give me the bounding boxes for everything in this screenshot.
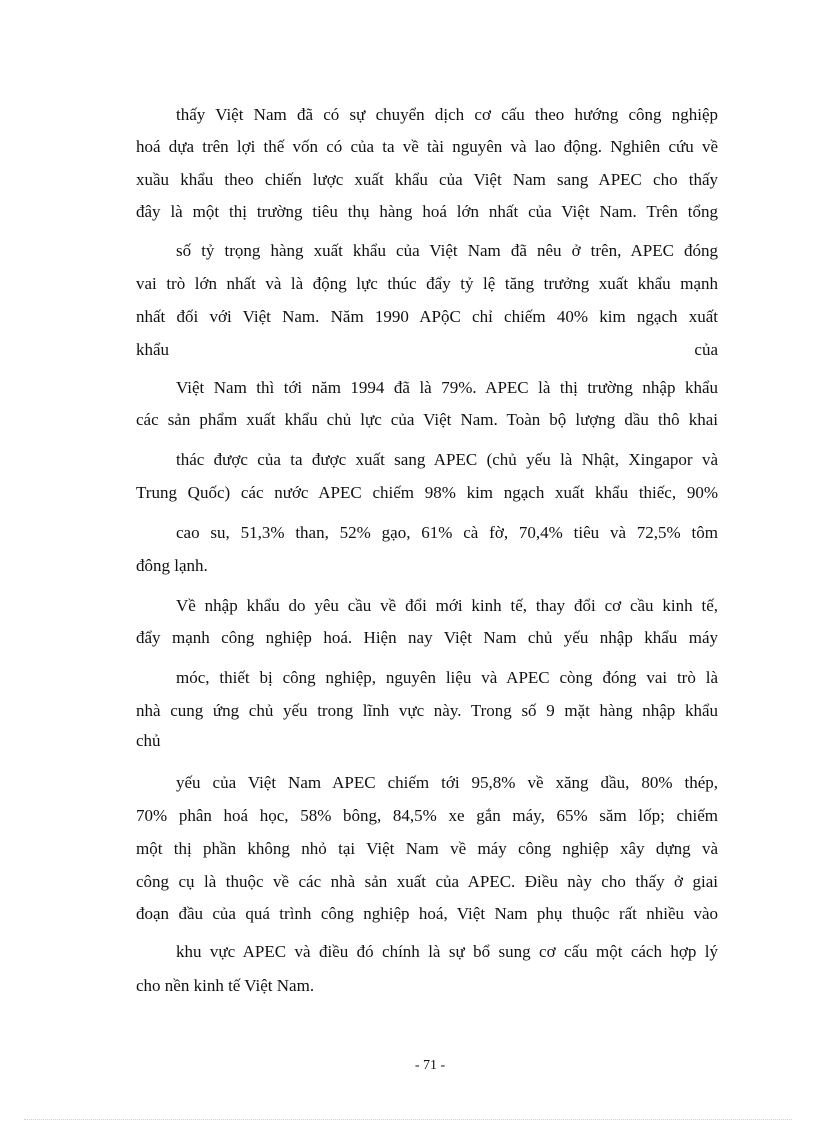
text-line: đoạn đầu của quá trình công nghiệp hoá, Việt Nam phụ thuộc rất nhiều vào [136, 904, 718, 923]
text-line: khu vực APEC và điều đó chính là sự bổ sung cơ cấu một cách hợp lý [176, 942, 718, 961]
page-number: - 71 - [414, 1058, 446, 1073]
text-line: chủ [136, 731, 161, 750]
text-line: vai trò lớn nhất và là động lực thúc đẩy tỷ lệ tăng trưởng xuất khẩu mạnh [136, 274, 718, 293]
text-line: khẩu của [136, 340, 718, 359]
page-bottom-rule [24, 1119, 792, 1120]
text-line: Trung Quốc) các nước APEC chiếm 98% kim ngạch xuất khẩu thiếc, 90% [136, 483, 718, 502]
text-line: một thị phần không nhỏ tại Việt Nam về máy công nghiệp xây dựng và [136, 839, 718, 858]
text-line: đây là một thị trường tiêu thụ hàng hoá lớn nhất của Việt Nam. Trên tổng [136, 202, 718, 221]
text-line: móc, thiết bị công nghiệp, nguyên liệu và APEC còng đóng vai trò là [176, 668, 718, 687]
text-line: 70% phân hoá học, 58% bông, 84,5% xe gắn máy, 65% săm lốp; chiếm [136, 806, 718, 825]
text-line: Về nhập khẩu do yêu cầu về đổi mới kinh tế, thay đổi cơ cầu kinh tế, [176, 596, 718, 615]
text-line: nhất đối với Việt Nam. Năm 1990 APộC chỉ chiếm 40% kim ngạch xuất [136, 307, 718, 326]
text-line: thác được của ta được xuất sang APEC (chủ yếu là Nhật, Xingapor và [176, 450, 718, 469]
text-line: đông lạnh. [136, 556, 208, 575]
text-line: hoá dựa trên lợi thế vốn có của ta về tài nguyên và lao động. Nghiên cứu về [136, 137, 718, 156]
text-line: xuầu khẩu theo chiến lược xuất khẩu của Việt Nam sang APEC cho thấy [136, 170, 718, 189]
text-line: thấy Việt Nam đã có sự chuyển dịch cơ cấu theo hướng công nghiệp [176, 105, 718, 124]
text-line: cao su, 51,3% than, 52% gạo, 61% cà fờ, 70,4% tiêu và 72,5% tôm [176, 523, 718, 542]
text-line: Việt Nam thì tới năm 1994 đã là 79%. APEC là thị trường nhập khẩu [176, 378, 718, 397]
text-line: yếu của Việt Nam APEC chiếm tới 95,8% về xăng dầu, 80% thép, [176, 773, 718, 792]
text-line: nhà cung ứng chủ yếu trong lĩnh vực này. Trong số 9 mặt hàng nhập khẩu [136, 701, 718, 720]
text-line: đẩy mạnh công nghiệp hoá. Hiện nay Việt Nam chủ yếu nhập khẩu máy [136, 628, 718, 647]
text-line: công cụ là thuộc về các nhà sản xuất của APEC. Điều này cho thấy ở giai [136, 872, 718, 891]
text-line: số tỷ trọng hàng xuất khẩu của Việt Nam đã nêu ở trên, APEC đóng [176, 241, 718, 260]
text-line: cho nền kinh tế Việt Nam. [136, 976, 315, 995]
text-line: các sản phẩm xuất khẩu chủ lực của Việt Nam. Toàn bộ lượng dầu thô khai [136, 410, 718, 429]
